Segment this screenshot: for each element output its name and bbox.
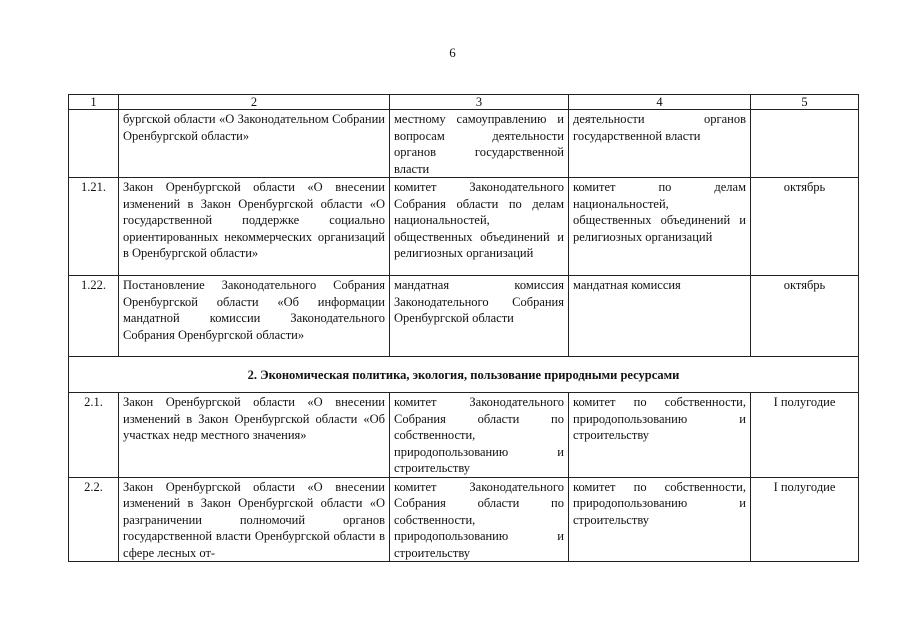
row-term [751, 110, 859, 178]
column-header: 5 [751, 95, 859, 110]
row-name: Закон Оренбургской области «О внесении изменений в Закон Оренбургской области «О разграничении полномочий органов государственной власти Оренбургской области в сфере лесных от- [119, 477, 390, 562]
row-number: 1.21. [69, 178, 119, 276]
row-name: Закон Оренбургской области «О внесении изменений в Закон Оренбургской области «О государственной поддержке социально ориентированных некоммерческих организаций в Оренбургской области» [119, 178, 390, 276]
row-number: 2.1. [69, 393, 119, 478]
row-name: бургской области «О Законодательном Собрании Оренбургской области» [119, 110, 390, 178]
column-header: 1 [69, 95, 119, 110]
table-row [69, 477, 859, 562]
row-name: Постановление Законодательного Собрания Оренбургской области «Об информации мандатной комиссии Законодательного Собрания Оренбургской области» [119, 276, 390, 357]
table-header-row [69, 95, 859, 110]
page-number: 6 [449, 45, 456, 60]
row-participants: комитет по собственности, природопользованию и строительству [569, 393, 751, 478]
column-header: 2 [119, 95, 390, 110]
row-number: 2.2. [69, 477, 119, 562]
row-responsible: комитет Законодательного Собрания области по собственности, природопользованию и строительству [390, 477, 569, 562]
column-header: 4 [569, 95, 751, 110]
row-responsible: мандатная комиссия Законодательного Собрания Оренбургской области [390, 276, 569, 357]
column-header: 3 [390, 95, 569, 110]
section-row [69, 357, 859, 393]
row-number: 1.22. [69, 276, 119, 357]
row-participants: комитет по делам национальностей, общественных объединений и религиозных организаций [569, 178, 751, 276]
row-term: I полугодие [751, 477, 859, 562]
row-participants: деятельности органов государственной власти [569, 110, 751, 178]
table-row [69, 276, 859, 357]
row-responsible: местному самоуправлению и вопросам деятельности органов государственной власти [390, 110, 569, 178]
section-title: 2. Экономическая политика, экология, пользование природными ресурсами [69, 357, 859, 393]
row-participants: комитет по собственности, природопользованию и строительству [569, 477, 751, 562]
row-term: октябрь [751, 276, 859, 357]
row-responsible: комитет Законодательного Собрания области по делам национальностей, общественных объединений и религиозных организаций [390, 178, 569, 276]
table-row [69, 110, 859, 178]
row-responsible: комитет Законодательного Собрания области по собственности, природопользованию и строительству [390, 393, 569, 478]
row-participants: мандатная комиссия [569, 276, 751, 357]
plan-table [68, 94, 859, 562]
row-name: Закон Оренбургской области «О внесении изменений в Закон Оренбургской области «Об участках недр местного значения» [119, 393, 390, 478]
row-term: октябрь [751, 178, 859, 276]
table-row [69, 393, 859, 478]
row-number [69, 110, 119, 178]
row-term: I полугодие [751, 393, 859, 478]
table-row [69, 178, 859, 276]
